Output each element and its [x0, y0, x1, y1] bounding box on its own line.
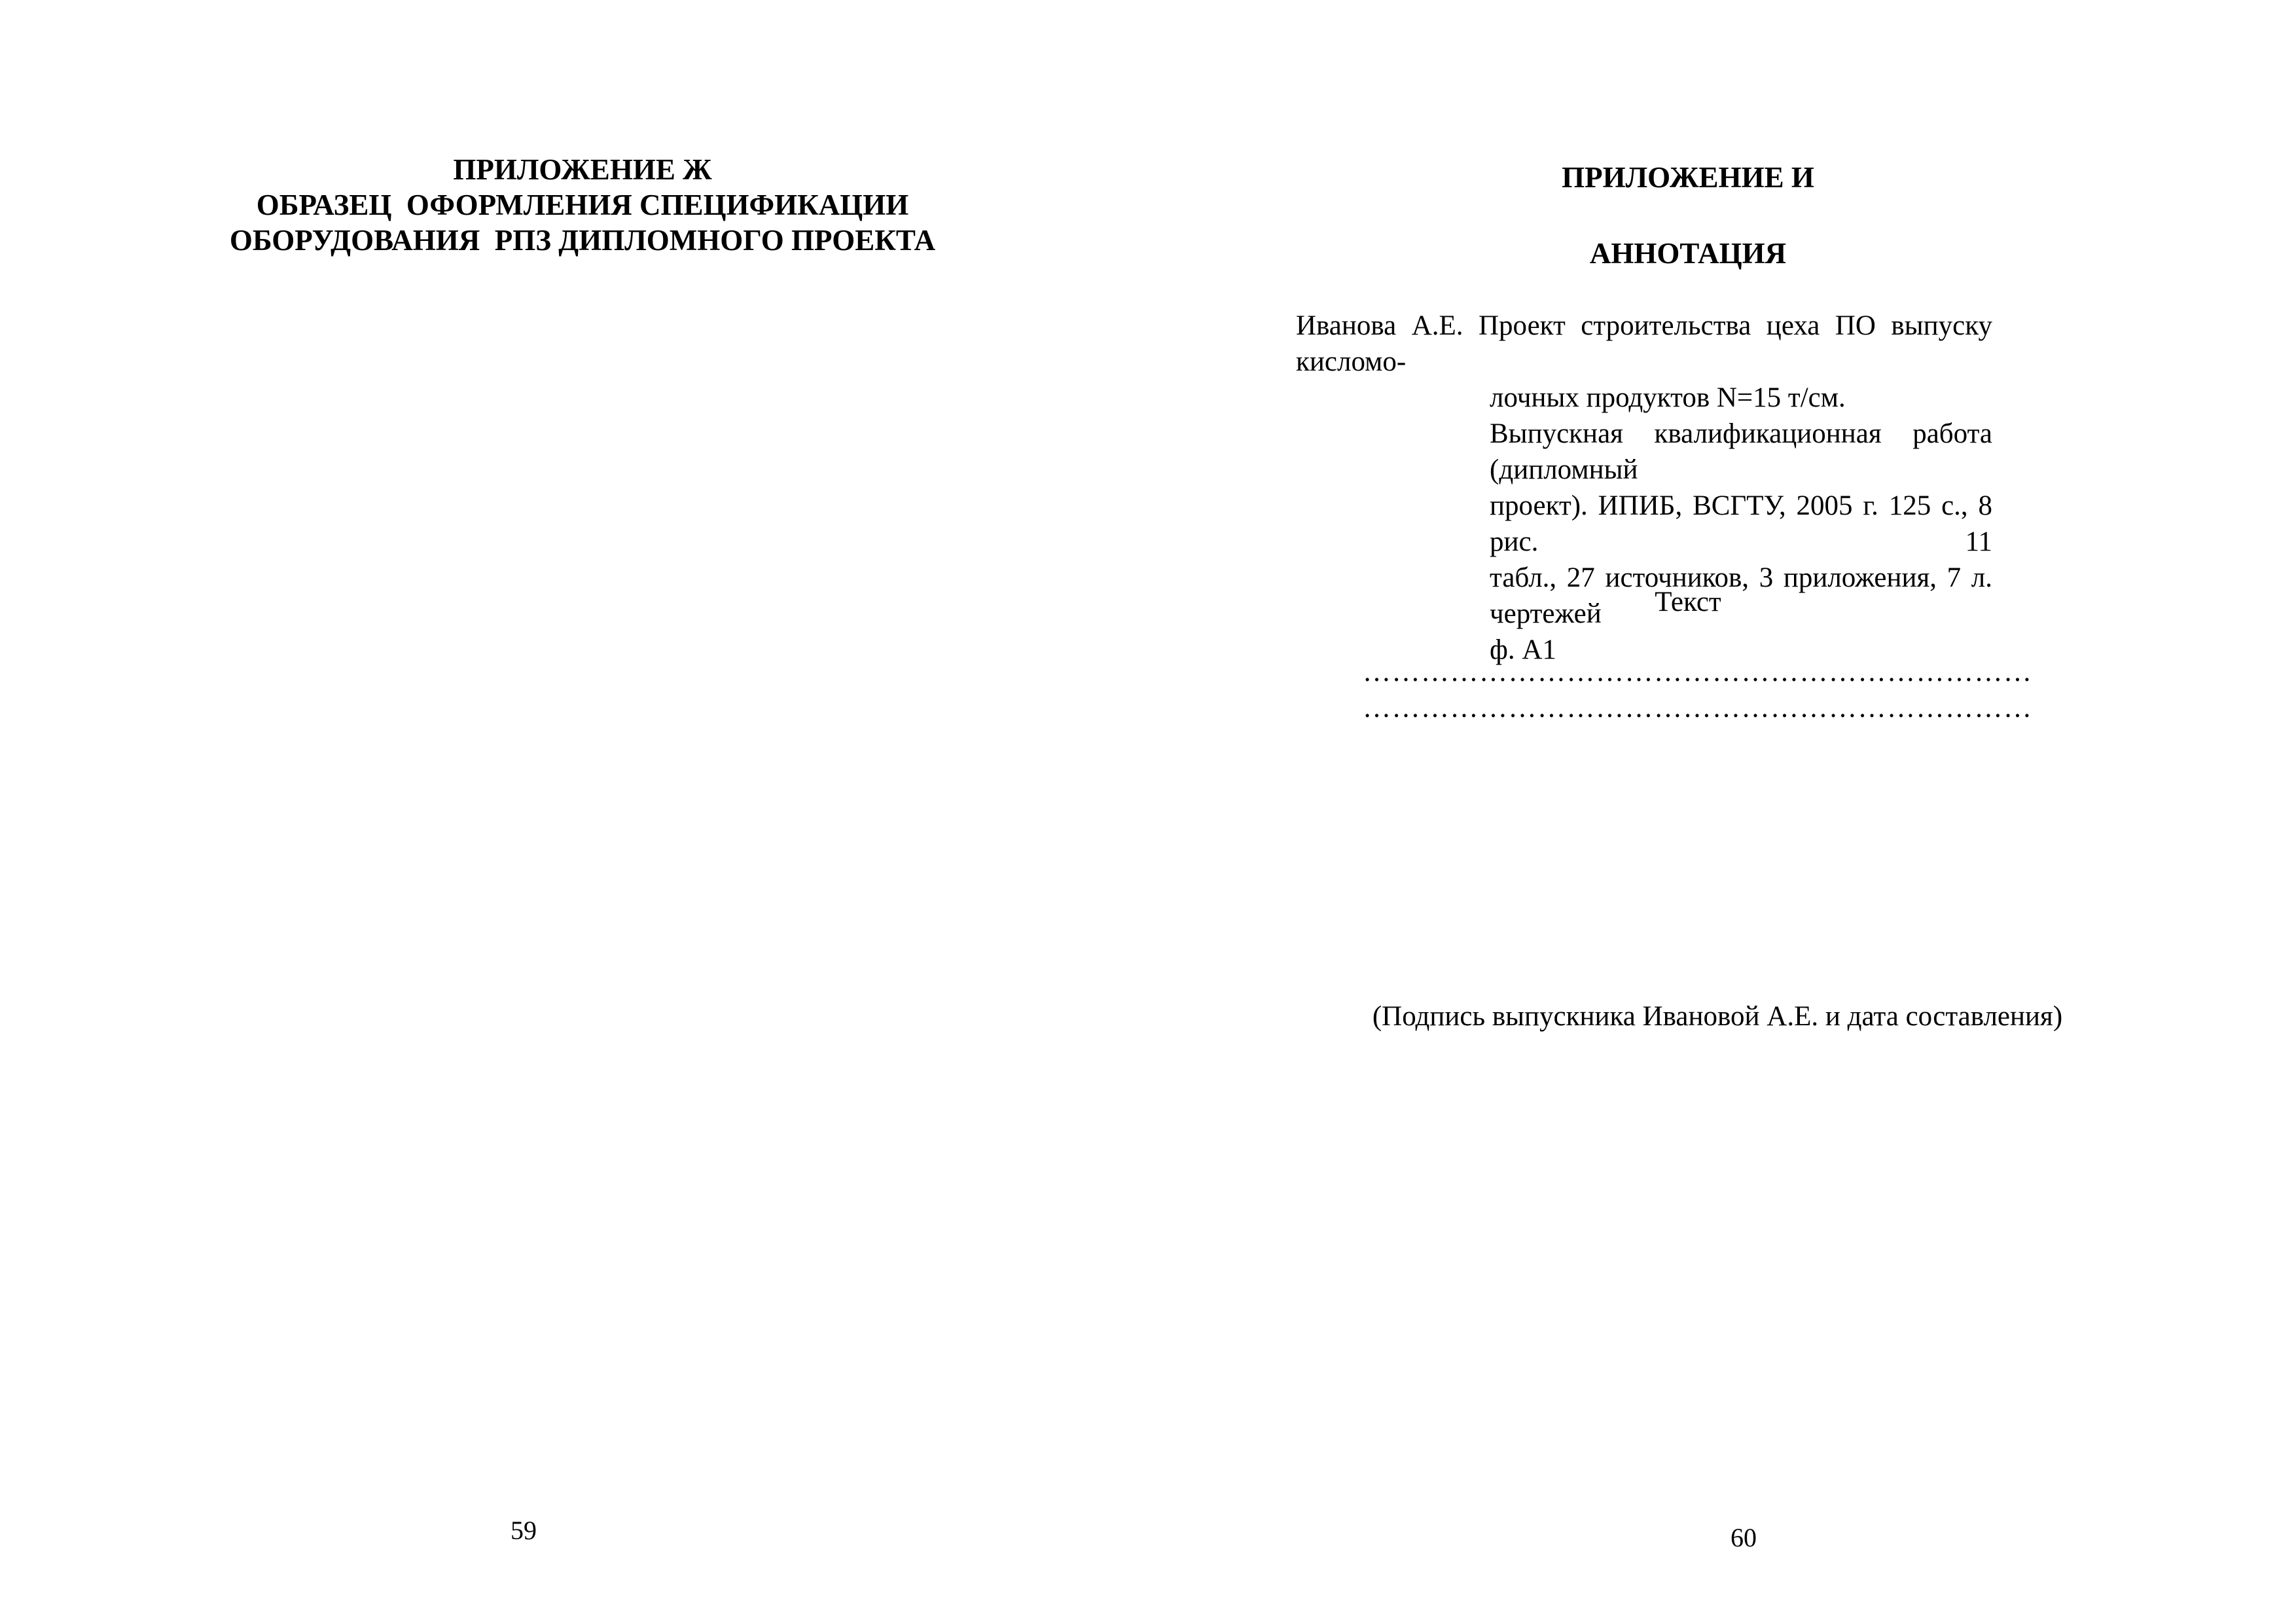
- annotation-title: АННОТАЦИЯ: [1589, 237, 1787, 270]
- page-number-60: 60: [1731, 1523, 1757, 1552]
- biblio-line-1: Иванова А.Е. Проект строительства цеха ПО выпуску кисломо-: [1296, 310, 1992, 377]
- right-page: [1148, 0, 2296, 1623]
- biblio-line-5: табл., 27 источников, 3 приложения, 7 л. чертежей: [1490, 562, 1992, 629]
- appendix-zh-title: ПРИЛОЖЕНИЕ Ж: [453, 153, 712, 186]
- appendix-zh-heading: [157, 152, 1008, 258]
- dotted-line-1: ……………………………………………………………: [1363, 657, 2033, 687]
- dotted-line-2: ……………………………………………………………: [1363, 693, 2033, 723]
- signature-note: (Подпись выпускника Ивановой А.Е. и дата составления): [1372, 1001, 2063, 1032]
- text-placeholder-label: Текст: [1655, 587, 1721, 617]
- appendix-zh-subtitle-line-1: ОБРАЗЕЦ ОФОРМЛЕНИЯ СПЕЦИФИКАЦИИ: [256, 189, 909, 221]
- biblio-line-6: ф. А1: [1490, 634, 1556, 665]
- appendix-zh-subtitle-line-2: ОБОРУДОВАНИЯ РПЗ ДИПЛОМНОГО ПРОЕКТА: [229, 224, 936, 257]
- appendix-i-title: ПРИЛОЖЕНИЕ И: [1562, 161, 1814, 194]
- biblio-line-4: проект). ИПИБ, ВСГТУ, 2005 г. 125 с., 8 рис. 11: [1490, 490, 1992, 557]
- biblio-line-2: лочных продуктов N=15 т/см.: [1490, 382, 1846, 413]
- biblio-line-3: Выпускная квалификационная работа (дипломный: [1490, 418, 1992, 485]
- page-number-59: 59: [511, 1516, 537, 1545]
